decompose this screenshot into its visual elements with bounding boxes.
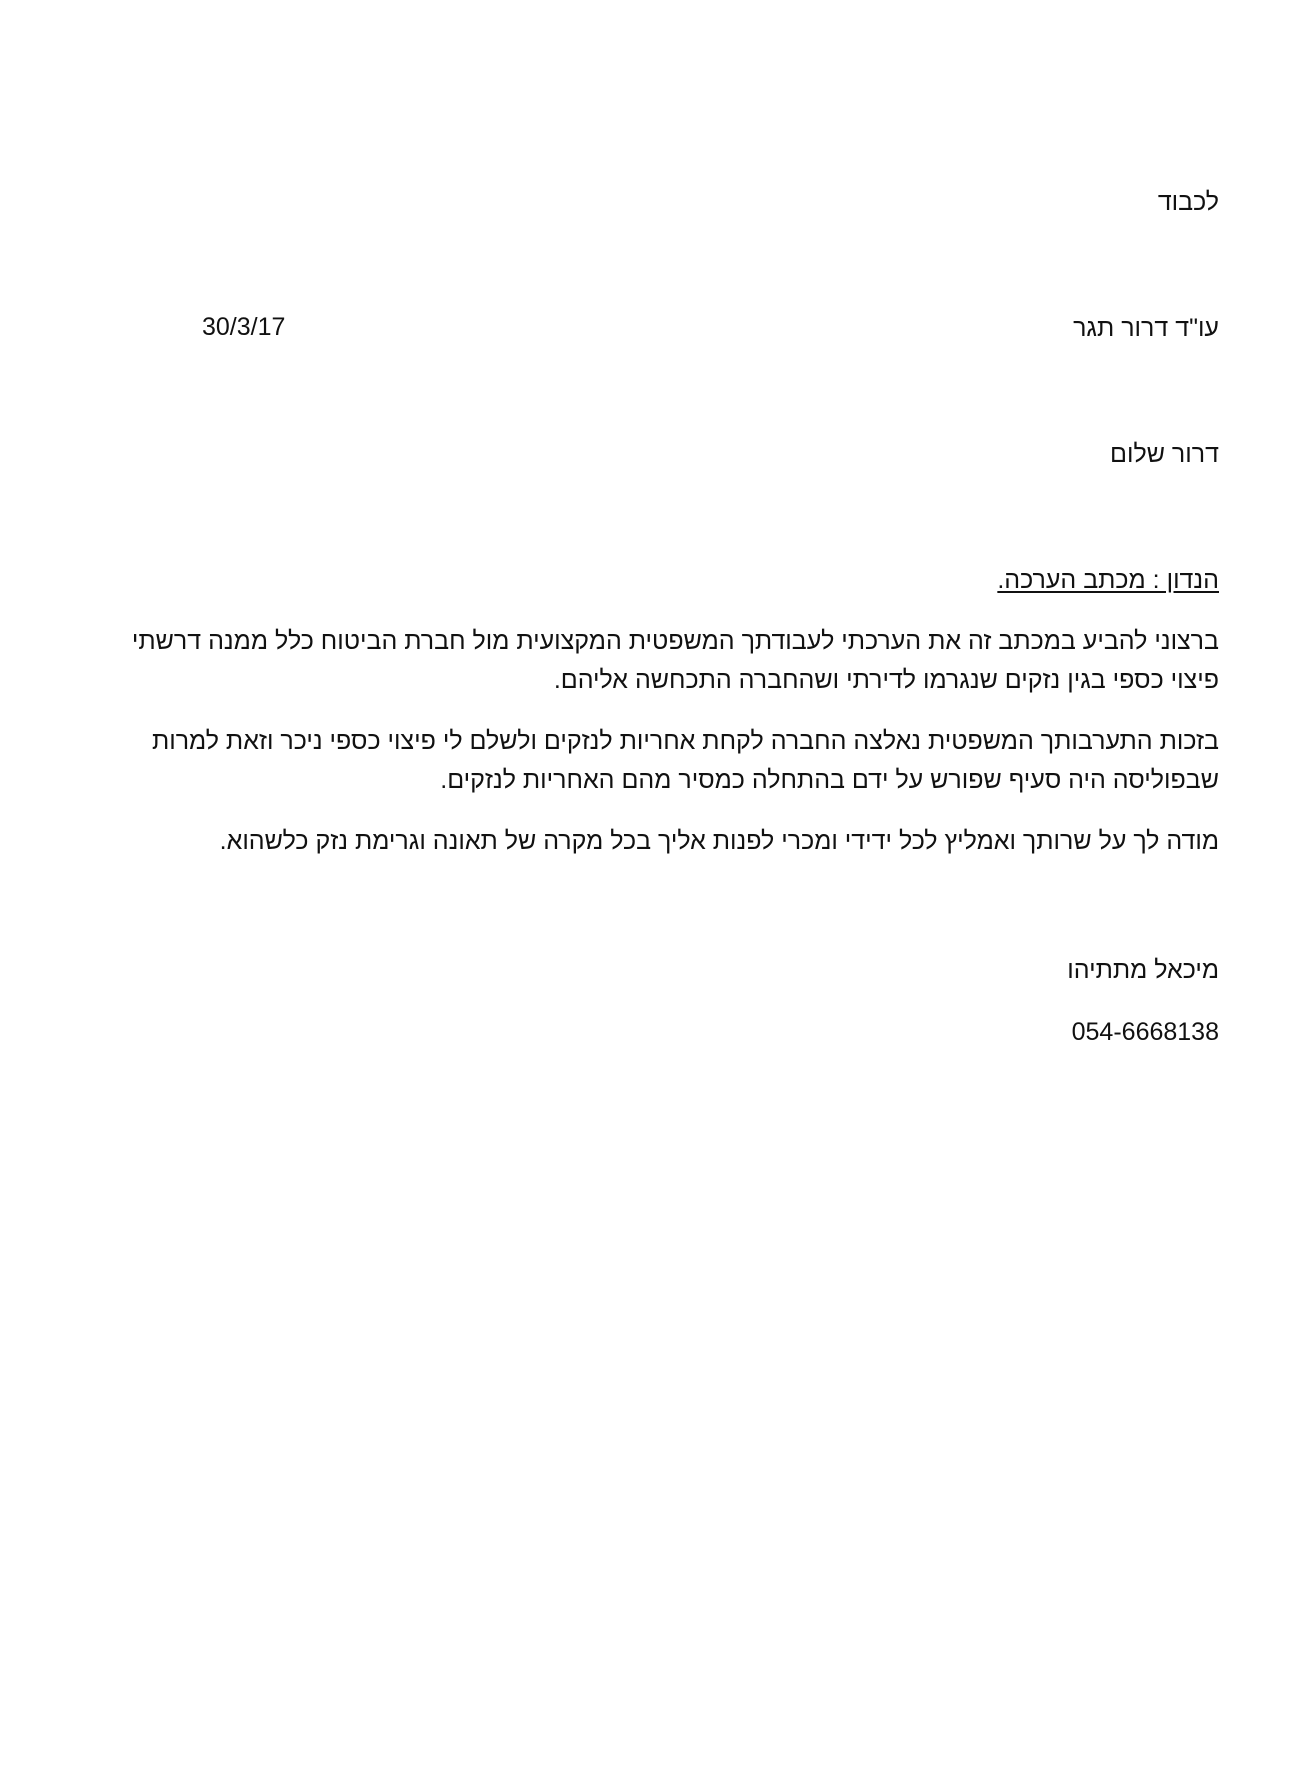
recipient-name: עו"ד דרור תגר [1073,314,1219,342]
salutation-to: לכבוד [1157,188,1219,216]
paragraph-3: מודה לך על שרותך ואמליץ לכל ידידי ומכרי לפנות אליך בכל מקרה של תאונה וגרימת נזק כלשהוא. [219,827,1219,855]
subject-line: הנדון : מכתב הערכה. [997,566,1219,594]
paragraph-2: בזכות התערבותך המשפטית נאלצה החברה לקחת אחריות לנזקים ולשלם לי פיצוי כספי ניכר וזאת למרות שבפוליסה היה סעיף שפורש על ידם בהתחלה כמסיר מהם האחריות לנזקים. [151,727,1219,794]
greeting: דרור שלום [1110,440,1219,468]
paragraph-1: ברצוני להביע במכתב זה את הערכתי לעבודתך המשפטית המקצועית מול חברת הביטוח כלל ממנה דרשתי פיצוי כספי בגין נזקים שנגרמו לדירתי ושהחברה התכחשה אליהם. [131,627,1219,694]
signature-phone: 054-6668138 [1071,1018,1219,1046]
letter-date: 30/3/17 [202,313,286,341]
signature-name: מיכאל מתתיהו [1067,956,1219,984]
